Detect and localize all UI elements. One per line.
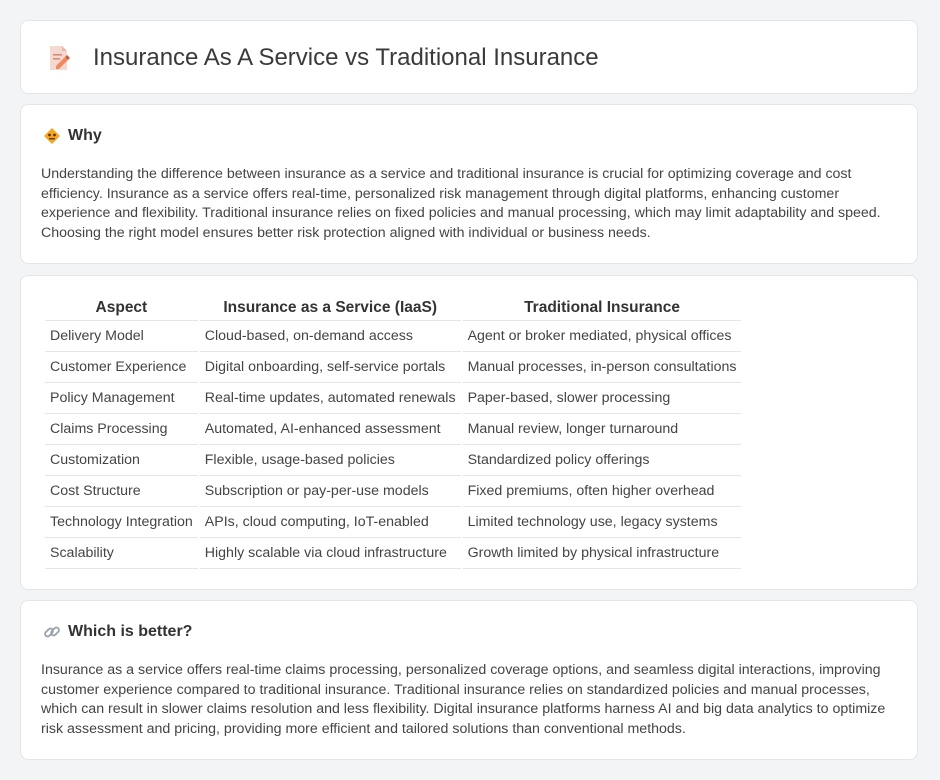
aspect-cell: Customization [45,445,198,476]
aspect-cell: Claims Processing [45,414,198,445]
table-row [45,414,741,445]
table-row [45,538,741,569]
aspect-cell: Delivery Model [45,321,198,352]
table-row [45,383,741,414]
aspect-cell: Cost Structure [45,476,198,507]
traditional-cell: Growth limited by physical infrastructure [463,538,742,569]
table-header-row [45,295,741,321]
traditional-cell: Manual review, longer turnaround [463,414,742,445]
iaas-cell: Automated, AI-enhanced assessment [200,414,461,445]
better-heading-row [43,621,192,643]
page-title: Insurance As A Service vs Traditional Insurance [93,44,599,71]
table-row [45,507,741,538]
iaas-cell: Subscription or pay-per-use models [200,476,461,507]
aspect-cell: Customer Experience [45,352,198,383]
iaas-cell: Real-time updates, automated renewals [200,383,461,414]
better-heading: Which is better? [68,623,193,640]
link-icon [43,623,61,641]
why-heading: Why [68,127,102,144]
aspect-cell: Policy Management [45,383,198,414]
iaas-cell: Digital onboarding, self-service portals [200,352,461,383]
table-row [45,476,741,507]
title-card [20,20,918,94]
iaas-cell: Cloud-based, on-demand access [200,321,461,352]
why-heading-row [43,125,102,147]
better-text: Insurance as a service offers real-time claims processing, personalized coverage options, and seamless digital interactions, improving customer experience compared to traditional insurance. Traditional insurance relies on standardized policies and manual processes, which can result in slower claims resolution and less flexibility. Digital insurance platforms harness AI and big data analytics to optimize risk assessment and pricing, providing more efficient and tailored solutions than conventional methods. [41,662,886,737]
table-row [45,445,741,476]
table-row [45,352,741,383]
traditional-cell: Paper-based, slower processing [463,383,742,414]
which-better-card [20,600,918,760]
aspect-cell: Technology Integration [45,507,198,538]
traditional-cell: Fixed premiums, often higher overhead [463,476,742,507]
title-row [47,43,599,73]
comparison-card [20,275,918,590]
traditional-cell: Manual processes, in-person consultations [463,352,742,383]
aspect-cell: Scalability [45,538,198,569]
header-iaas: Insurance as a Service (IaaS) [200,295,461,321]
comparison-table [43,295,743,569]
traditional-cell: Limited technology use, legacy systems [463,507,742,538]
iaas-cell: APIs, cloud computing, IoT-enabled [200,507,461,538]
header-aspect: Aspect [45,295,198,321]
diamond-warning-icon [43,127,61,145]
document-pencil-icon [47,44,71,72]
why-text: Understanding the difference between insurance as a service and traditional insurance is crucial for optimizing coverage and cost efficiency. Insurance as a service offers real-time, personalized risk management through digital platforms, enhancing customer experience and flexibility. Traditional insurance relies on fixed policies and manual processing, which may limit adaptability and speed. Choosing the right model ensures better risk protection aligned with individual or business needs. [41,166,881,241]
traditional-cell: Standardized policy offerings [463,445,742,476]
table-row [45,321,741,352]
iaas-cell: Highly scalable via cloud infrastructure [200,538,461,569]
iaas-cell: Flexible, usage-based policies [200,445,461,476]
why-card [20,104,918,264]
header-traditional: Traditional Insurance [463,295,742,321]
traditional-cell: Agent or broker mediated, physical offices [463,321,742,352]
